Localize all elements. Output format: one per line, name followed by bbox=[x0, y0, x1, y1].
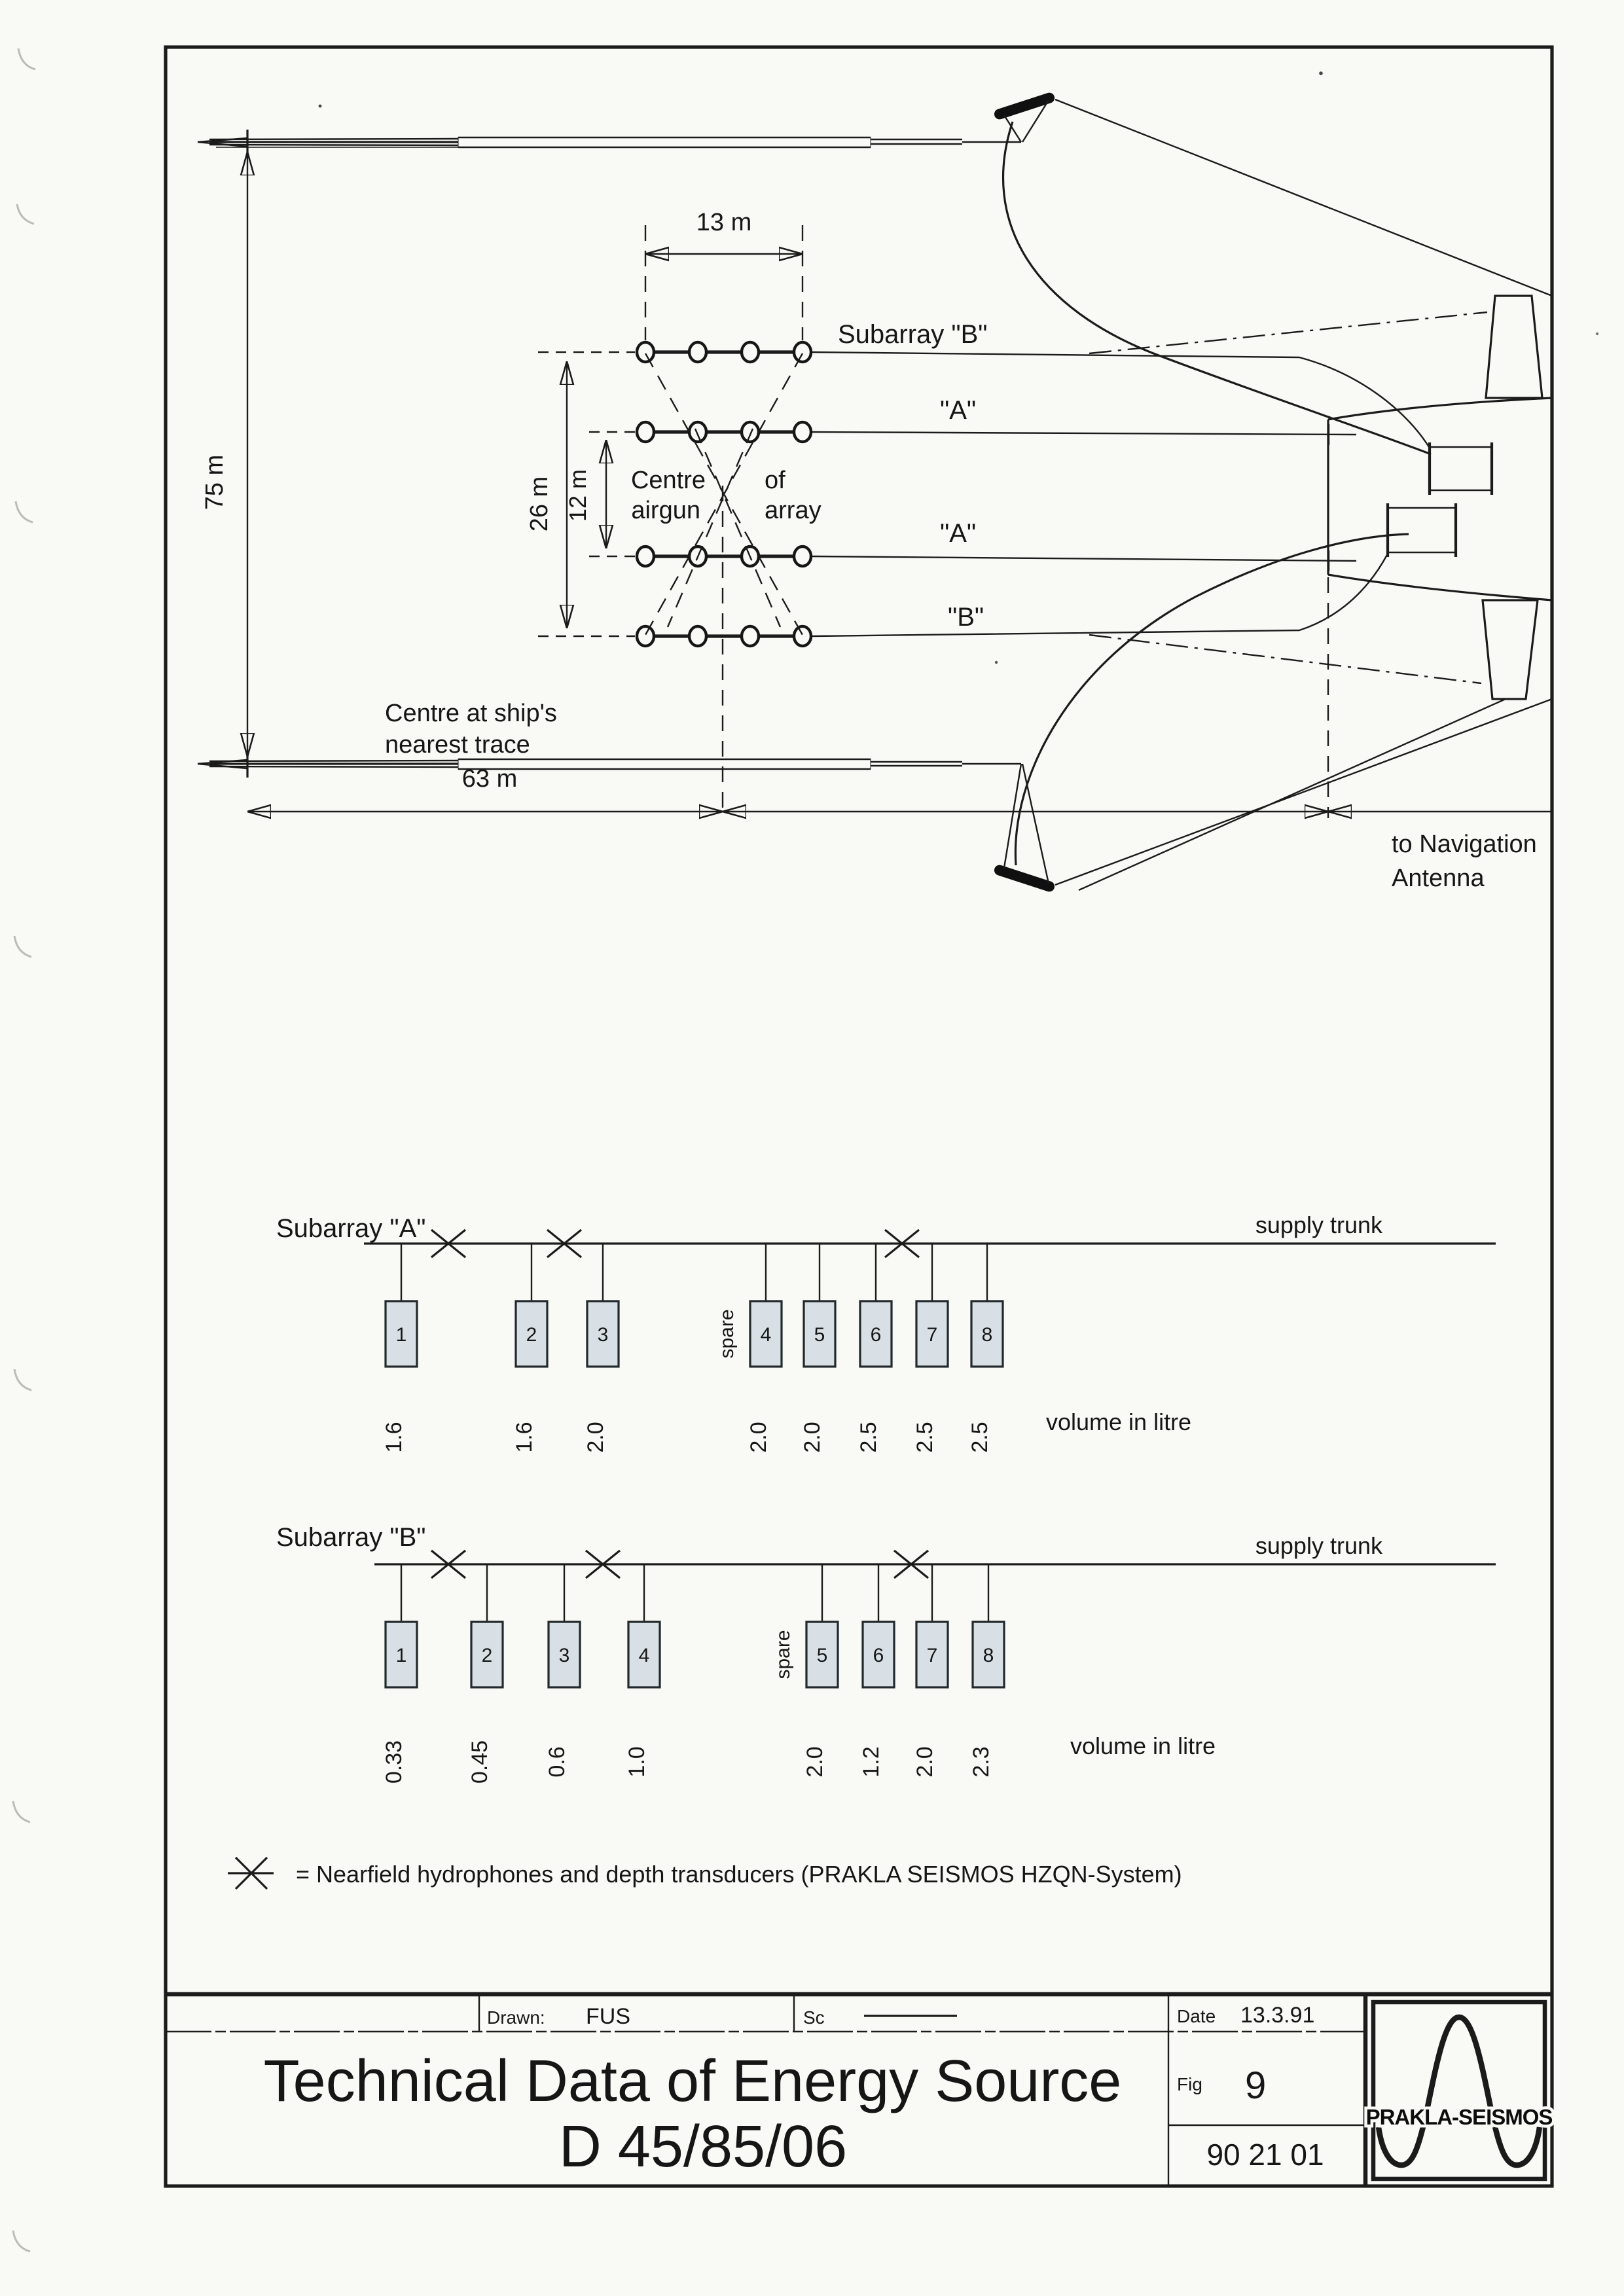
gun-number: 3 bbox=[558, 1645, 570, 1666]
gun-number: 3 bbox=[597, 1324, 609, 1346]
volume-unit-label: volume in litre bbox=[1070, 1732, 1216, 1759]
dim-63m-label: 63 m bbox=[461, 765, 518, 793]
paravane-bottom-icon bbox=[993, 864, 1056, 893]
gun-number: 5 bbox=[816, 1645, 828, 1666]
gun-number: 8 bbox=[981, 1324, 993, 1346]
logo-border bbox=[1373, 2002, 1545, 2179]
speck bbox=[1596, 332, 1598, 335]
funnel bbox=[1486, 296, 1542, 398]
centre-word: array bbox=[765, 497, 821, 524]
subarray-b-schematic bbox=[276, 1523, 1496, 1784]
gun-volume: 1.6 bbox=[382, 1422, 406, 1453]
gun-number: 6 bbox=[870, 1324, 882, 1346]
supply-trunk-label: supply trunk bbox=[1255, 1532, 1382, 1559]
gun-volume: 2.0 bbox=[800, 1422, 825, 1453]
dashdot-to-rudder bbox=[1089, 635, 1481, 683]
gun-number: 7 bbox=[926, 1324, 938, 1346]
nearest-trace-line2: nearest trace bbox=[385, 731, 530, 759]
gun-b-4 bbox=[624, 1564, 660, 1778]
cross-line bbox=[668, 429, 753, 627]
paravane-body bbox=[993, 864, 1056, 893]
plan-view bbox=[198, 92, 1552, 893]
cross-line bbox=[645, 353, 803, 635]
gun-volume: 2.0 bbox=[746, 1422, 771, 1453]
gun-row-a1 bbox=[589, 396, 1356, 445]
speck bbox=[1319, 71, 1323, 75]
drawing-title-line1: Technical Data of Energy Source bbox=[263, 2049, 1122, 2114]
airgun-float bbox=[794, 626, 811, 646]
drawn-label: Drawn: bbox=[487, 2007, 545, 2028]
airgun-float bbox=[794, 422, 811, 442]
title-block bbox=[166, 1994, 1552, 2186]
streamer-bottom bbox=[198, 751, 1021, 778]
airgun-float bbox=[689, 342, 706, 362]
row-label: "A" bbox=[940, 396, 977, 425]
legend bbox=[228, 1857, 1182, 1889]
airgun-float bbox=[794, 547, 811, 566]
gun-number: 5 bbox=[814, 1324, 825, 1346]
survey-ship bbox=[1328, 296, 1552, 818]
tow-rigging bbox=[1003, 99, 1552, 890]
centre-word: airgun bbox=[631, 497, 700, 524]
centre-annotation bbox=[631, 467, 821, 524]
gun-volume: 0.33 bbox=[382, 1740, 406, 1784]
gun-number: 8 bbox=[983, 1645, 994, 1666]
row-tow-line bbox=[812, 432, 1356, 435]
gun-volume: 2.5 bbox=[856, 1422, 881, 1453]
paravane-line-to-antenna-top bbox=[1055, 99, 1552, 296]
gun-number: 2 bbox=[526, 1324, 537, 1346]
winch-lower bbox=[1388, 503, 1456, 557]
company-logo bbox=[1366, 2002, 1553, 2179]
gun-a-8 bbox=[967, 1244, 1003, 1453]
gun-volume: 2.3 bbox=[969, 1746, 994, 1778]
subarray-a-title: Subarray "A" bbox=[276, 1214, 426, 1243]
gun-row-b-top bbox=[538, 320, 1430, 449]
nav-antenna-line1: to Navigation bbox=[1392, 831, 1537, 858]
airgun-float bbox=[742, 626, 759, 646]
dashdot-to-funnel bbox=[1089, 312, 1487, 353]
subarray-a-schematic bbox=[276, 1211, 1496, 1453]
speck bbox=[995, 661, 998, 664]
drawn-value: FUS bbox=[586, 2004, 630, 2029]
gun-b-2 bbox=[467, 1564, 503, 1784]
dim-12m-label: 12 m bbox=[564, 469, 591, 522]
gun-number: 6 bbox=[873, 1645, 884, 1666]
curl bbox=[14, 1369, 31, 1390]
gun-volume: 2.0 bbox=[583, 1422, 608, 1453]
airgun-float bbox=[637, 422, 654, 442]
fig-value: 9 bbox=[1245, 2064, 1267, 2107]
airgun-float bbox=[637, 626, 654, 646]
paravane-cable-top bbox=[1003, 122, 1431, 454]
gun-a-6 bbox=[856, 1244, 892, 1453]
gun-volume: 0.6 bbox=[545, 1746, 569, 1778]
gun-a-4 bbox=[746, 1244, 782, 1453]
hydrophone-x-icon bbox=[228, 1857, 274, 1889]
airgun-float bbox=[637, 342, 654, 362]
gun-volume: 0.45 bbox=[467, 1740, 492, 1784]
gun-b-1 bbox=[382, 1564, 417, 1784]
gun-volume: 2.5 bbox=[967, 1422, 992, 1453]
row-tow-line bbox=[812, 554, 1388, 636]
bridle bbox=[1022, 764, 1049, 884]
gun-number: 4 bbox=[760, 1324, 772, 1346]
date-label: Date bbox=[1177, 2006, 1216, 2026]
gun-b-5 bbox=[803, 1564, 838, 1778]
subarray-b-title: Subarray "B" bbox=[276, 1523, 426, 1552]
paravane-cable-bottom bbox=[1015, 534, 1409, 865]
document-number: 90 21 01 bbox=[1206, 2138, 1324, 2172]
dimensions bbox=[201, 152, 1552, 892]
nav-antenna-line2: Antenna bbox=[1392, 865, 1485, 892]
gun-volume: 1.0 bbox=[624, 1746, 649, 1778]
dim-26m-label: 26 m bbox=[526, 476, 553, 532]
company-name: PRAKLA-SEISMOS bbox=[1365, 2105, 1553, 2129]
gun-number: 4 bbox=[638, 1645, 650, 1666]
fig-label: Fig bbox=[1177, 2074, 1202, 2094]
dim-13m-label: 13 m bbox=[696, 209, 752, 236]
subarray-a-guns bbox=[382, 1244, 1003, 1453]
scan-margin-marks bbox=[13, 48, 1598, 2251]
gun-a-7 bbox=[912, 1244, 948, 1453]
curl bbox=[13, 1801, 30, 1822]
subarray-b-guns bbox=[382, 1564, 1004, 1784]
airgun-float bbox=[689, 422, 706, 442]
gun-a-3 bbox=[583, 1244, 619, 1453]
gun-b-7 bbox=[912, 1564, 948, 1778]
streamer-top bbox=[198, 130, 1021, 156]
curl bbox=[13, 2231, 30, 2251]
gun-volume: 1.2 bbox=[859, 1746, 884, 1778]
rudder-tow-line bbox=[1079, 699, 1506, 890]
gun-number: 2 bbox=[481, 1645, 493, 1666]
centre-word: Centre bbox=[630, 467, 706, 494]
gun-b-3 bbox=[545, 1564, 580, 1778]
gun-row-a2 bbox=[589, 519, 1356, 571]
rudder-boom bbox=[1483, 600, 1538, 699]
row-label: "A" bbox=[940, 519, 977, 548]
supply-trunk-label: supply trunk bbox=[1255, 1211, 1382, 1238]
cross-line bbox=[695, 429, 780, 627]
legend-text: = Nearfield hydrophones and depth transducers (PRAKLA SEISMOS HZQN-System) bbox=[296, 1861, 1182, 1888]
centre-word: of bbox=[765, 467, 785, 494]
drawing-title-line2: D 45/85/06 bbox=[558, 2114, 848, 2179]
gun-volume: 2.0 bbox=[912, 1746, 937, 1778]
nearest-trace-line1: Centre at ship's bbox=[385, 700, 557, 727]
speck bbox=[319, 105, 322, 108]
paravane-body bbox=[993, 92, 1056, 121]
gun-b-6 bbox=[859, 1564, 894, 1778]
curl bbox=[18, 48, 35, 69]
logo-wavelet-icon bbox=[1379, 2017, 1540, 2165]
dim-75m-label: 75 m bbox=[201, 454, 228, 511]
gun-a-2 bbox=[512, 1244, 547, 1453]
gun-number: 1 bbox=[395, 1645, 407, 1666]
airgun-float bbox=[637, 547, 654, 566]
airgun-array bbox=[538, 320, 1430, 812]
airgun-float bbox=[742, 422, 759, 442]
gun-number: 1 bbox=[395, 1324, 407, 1346]
spare-label: spare bbox=[716, 1309, 738, 1359]
airgun-float bbox=[742, 342, 759, 362]
hull-top bbox=[1328, 398, 1552, 420]
gun-volume: 1.6 bbox=[512, 1422, 537, 1453]
hatched-section bbox=[458, 137, 871, 147]
row-tow-line bbox=[812, 556, 1356, 561]
row-label: "B" bbox=[948, 603, 984, 632]
gun-b-8 bbox=[969, 1564, 1004, 1778]
hull-bottom bbox=[1328, 575, 1552, 600]
gun-volume: 2.5 bbox=[912, 1422, 937, 1453]
curl bbox=[17, 204, 34, 224]
paravane-top-icon bbox=[993, 92, 1056, 121]
centre-construction-lines bbox=[645, 353, 803, 812]
hatched-section bbox=[458, 759, 871, 769]
airgun-float bbox=[794, 342, 811, 362]
row-label: Subarray "B" bbox=[838, 320, 988, 349]
gun-a-5 bbox=[800, 1244, 835, 1453]
curl bbox=[14, 936, 31, 957]
scale-label: Sc bbox=[803, 2007, 825, 2028]
airgun-float bbox=[689, 626, 706, 646]
date-value: 13.3.91 bbox=[1240, 2003, 1315, 2028]
gun-a-1 bbox=[382, 1244, 417, 1453]
bridle bbox=[1004, 115, 1021, 142]
winch-upper bbox=[1430, 442, 1492, 495]
volume-unit-label: volume in litre bbox=[1046, 1408, 1192, 1435]
spare-label: spare bbox=[772, 1630, 794, 1679]
gun-number: 7 bbox=[926, 1645, 938, 1666]
curl bbox=[16, 501, 33, 522]
gun-volume: 2.0 bbox=[803, 1746, 827, 1778]
